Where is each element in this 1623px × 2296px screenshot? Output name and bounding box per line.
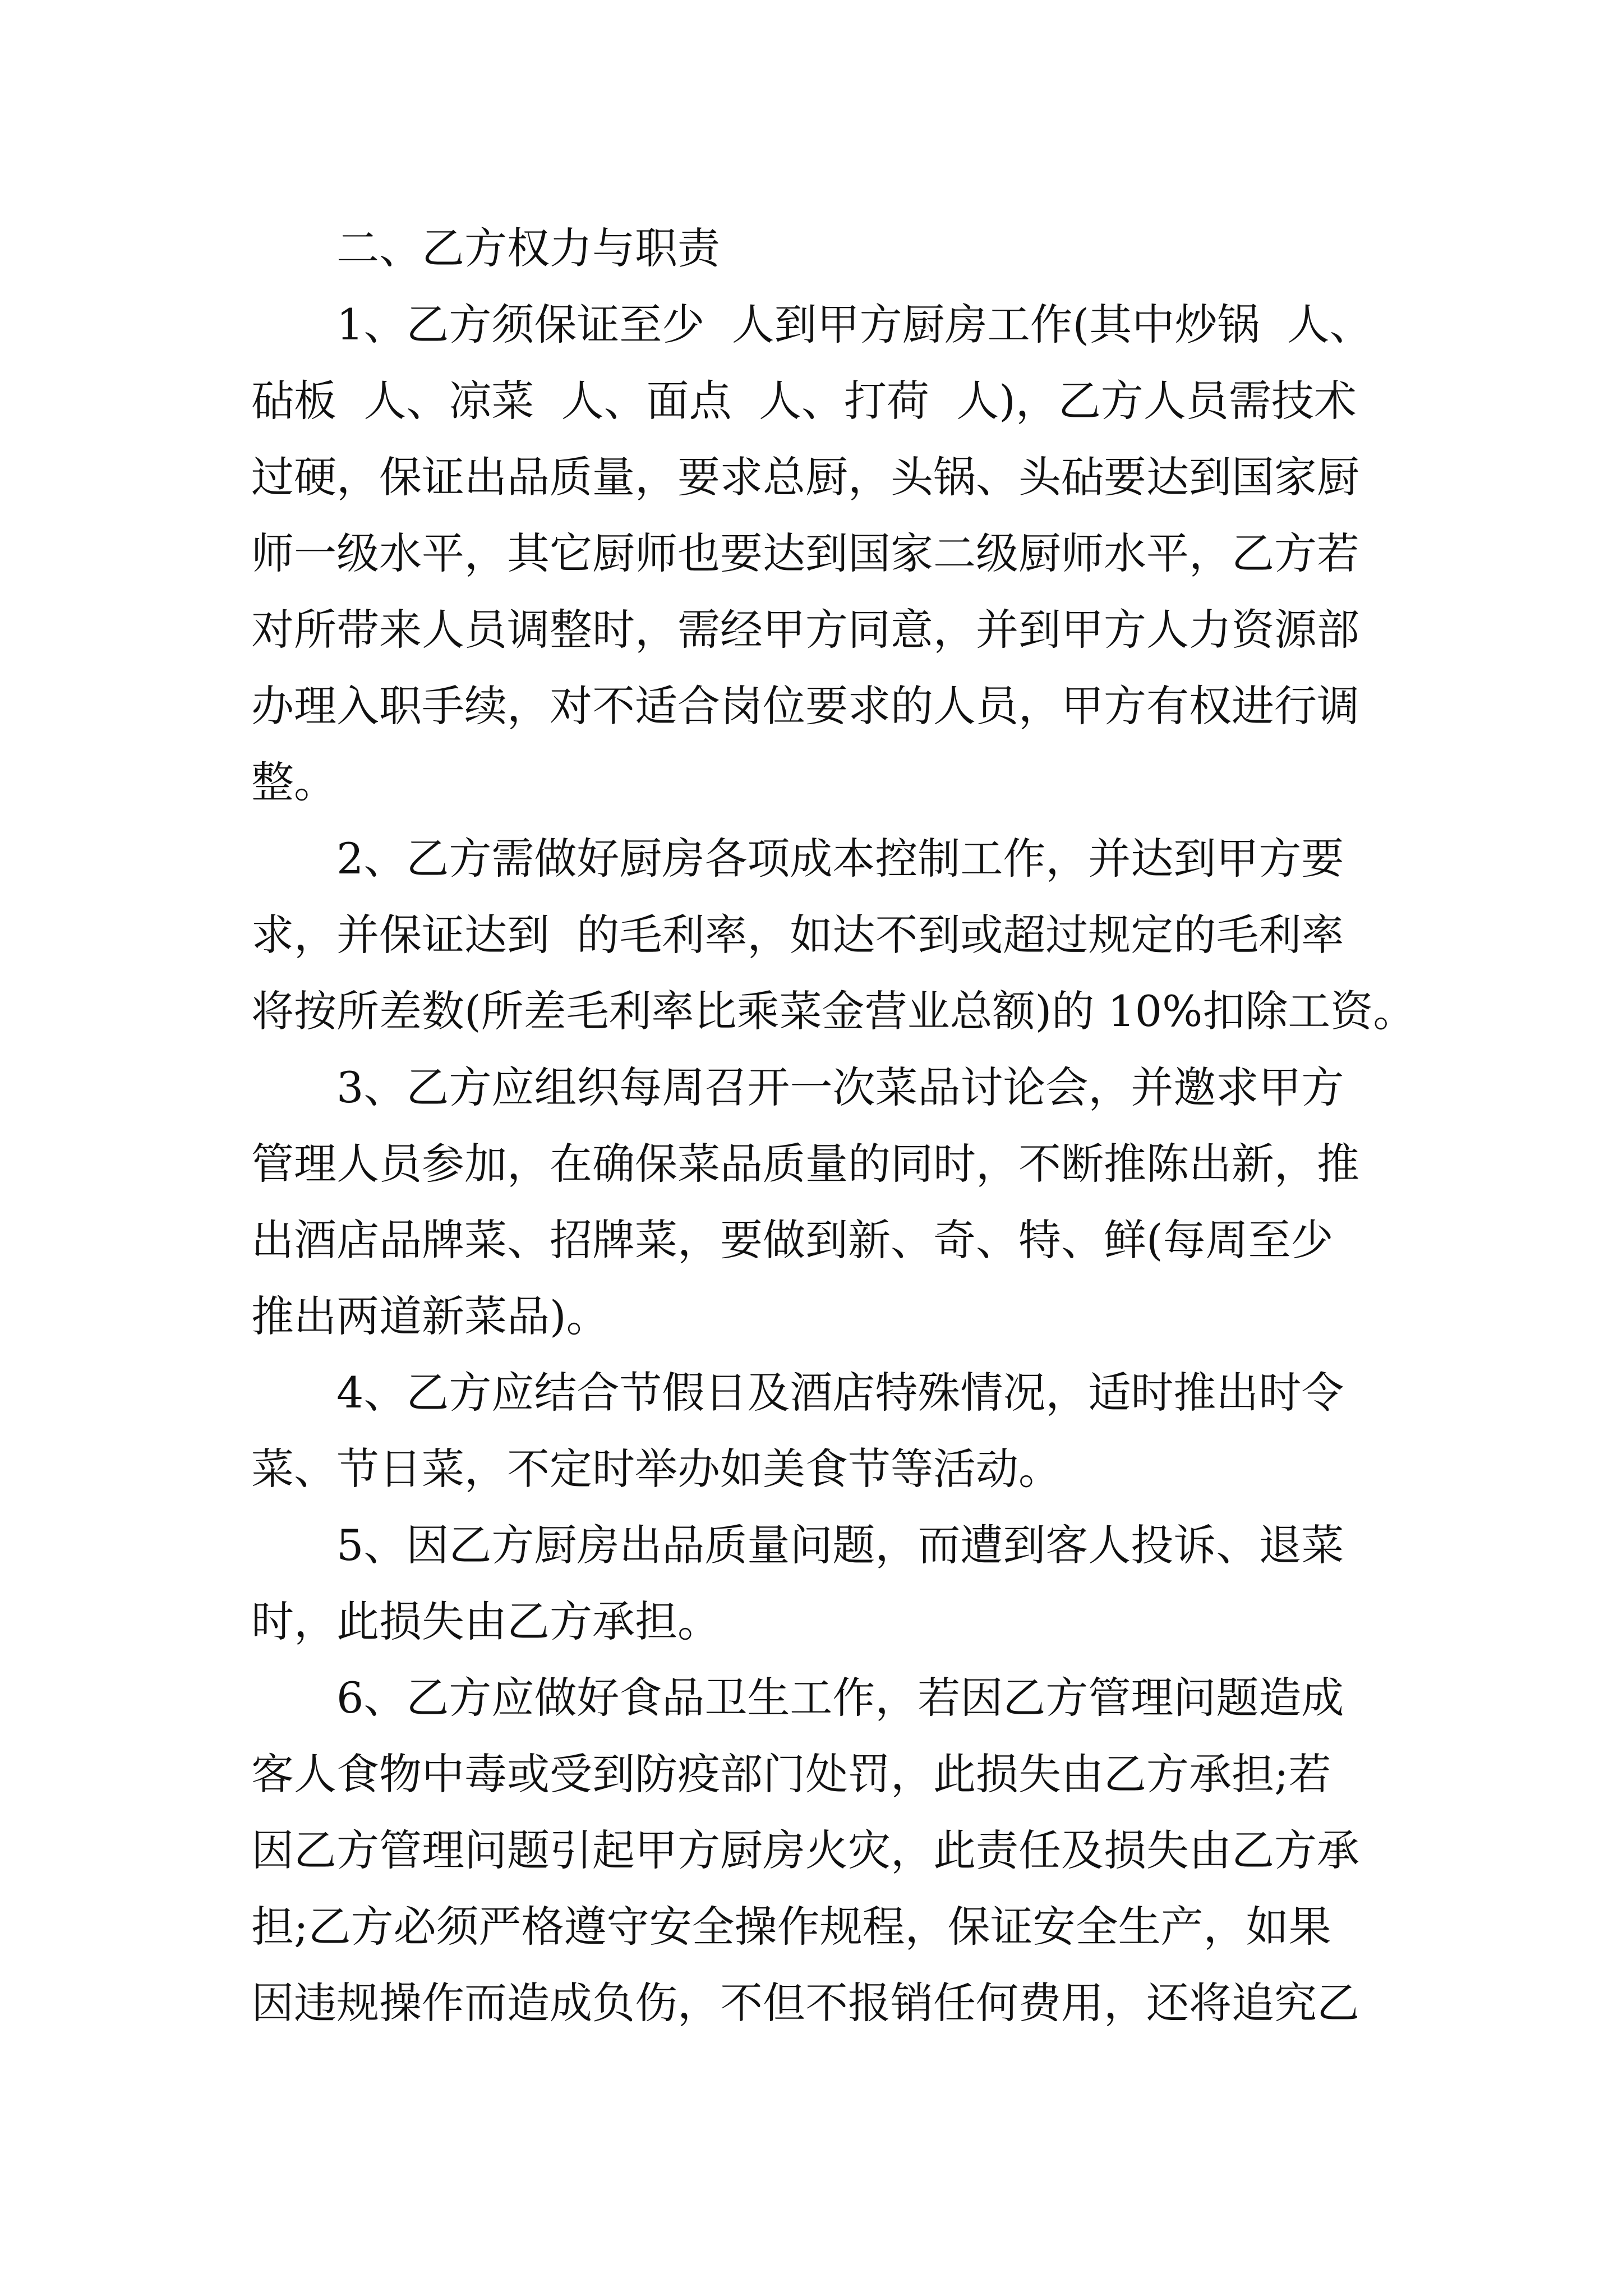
document-body (251, 210, 1416, 2041)
paragraph-line: 因乙方管理问题引起甲方厨房火灾，此责任及损失由乙方承 (251, 1825, 1359, 1875)
paragraph-line: 因违规操作而造成负伤，不但不报销任何费用，还将追究乙 (251, 1978, 1359, 2028)
paragraph-line: 管理人员参加，在确保菜品质量的同时，不断推陈出新，推 (251, 1139, 1359, 1189)
paragraph-line: 推出两道新菜品)。 (251, 1291, 609, 1341)
paragraph-line: 客人食物中毒或受到防疫部门处罚，此损失由乙方承担;若 (251, 1749, 1331, 1799)
paragraph-line: 担;乙方必须严格遵守安全操作规程，保证安全生产，如果 (251, 1902, 1331, 1952)
paragraph-line: 整。 (251, 757, 336, 807)
paragraph-line: 菜、节日菜，不定时举办如美食节等活动。 (251, 1444, 1061, 1494)
paragraph-line: 1、乙方须保证至少 人到甲方厨房工作(其中炒锅 人、 (336, 300, 1372, 349)
paragraph-4 (251, 1355, 1395, 1507)
paragraph-line: 2、乙方需做好厨房各项成本控制工作，并达到甲方要 (336, 834, 1344, 884)
paragraph-1 (251, 287, 1395, 821)
paragraph-line: 求，并保证达到 的毛利率，如达不到或超过规定的毛利率 (251, 910, 1344, 960)
paragraph-line: 师一级水平，其它厨师也要达到国家二级厨师水平，乙方若 (251, 528, 1359, 578)
paragraph-line: 时，此损失由乙方承担。 (251, 1596, 720, 1646)
paragraph-line: 砧板 人、凉菜 人、面点 人、打荷 人)，乙方人员需技术 (251, 376, 1357, 426)
paragraph-line: 过硬，保证出品质量，要求总厨，头锅、头砧要达到国家厨 (251, 452, 1359, 502)
paragraph-2 (251, 821, 1416, 1050)
paragraph-line: 4、乙方应结合节假日及酒店特殊情况，适时推出时令 (336, 1368, 1344, 1418)
paragraph-6 (251, 1660, 1395, 2041)
paragraph-line: 3、乙方应组织每周召开一次菜品讨论会，并邀求甲方 (336, 1062, 1344, 1112)
paragraph-line: 5、因乙方厨房出品质量问题，而遭到客人投诉、退菜 (336, 1520, 1344, 1570)
paragraph-line: 办理入职手续，对不适合岗位要求的人员，甲方有权进行调 (251, 681, 1359, 731)
paragraph-3 (251, 1050, 1395, 1355)
paragraph-line: 出酒店品牌菜、招牌菜，要做到新、奇、特、鲜(每周至少 (251, 1215, 1334, 1265)
paragraph-line: 将按所差数(所差毛利率比乘菜金营业总额)的 10%扣除工资。 (251, 986, 1416, 1036)
section-heading: 二、乙方权力与职责 (336, 223, 720, 273)
paragraph-line: 对所带来人员调整时，需经甲方同意，并到甲方人力资源部 (251, 605, 1359, 655)
paragraph-line: 6、乙方应做好食品卫生工作，若因乙方管理问题造成 (336, 1673, 1344, 1723)
paragraph-5 (251, 1507, 1395, 1660)
